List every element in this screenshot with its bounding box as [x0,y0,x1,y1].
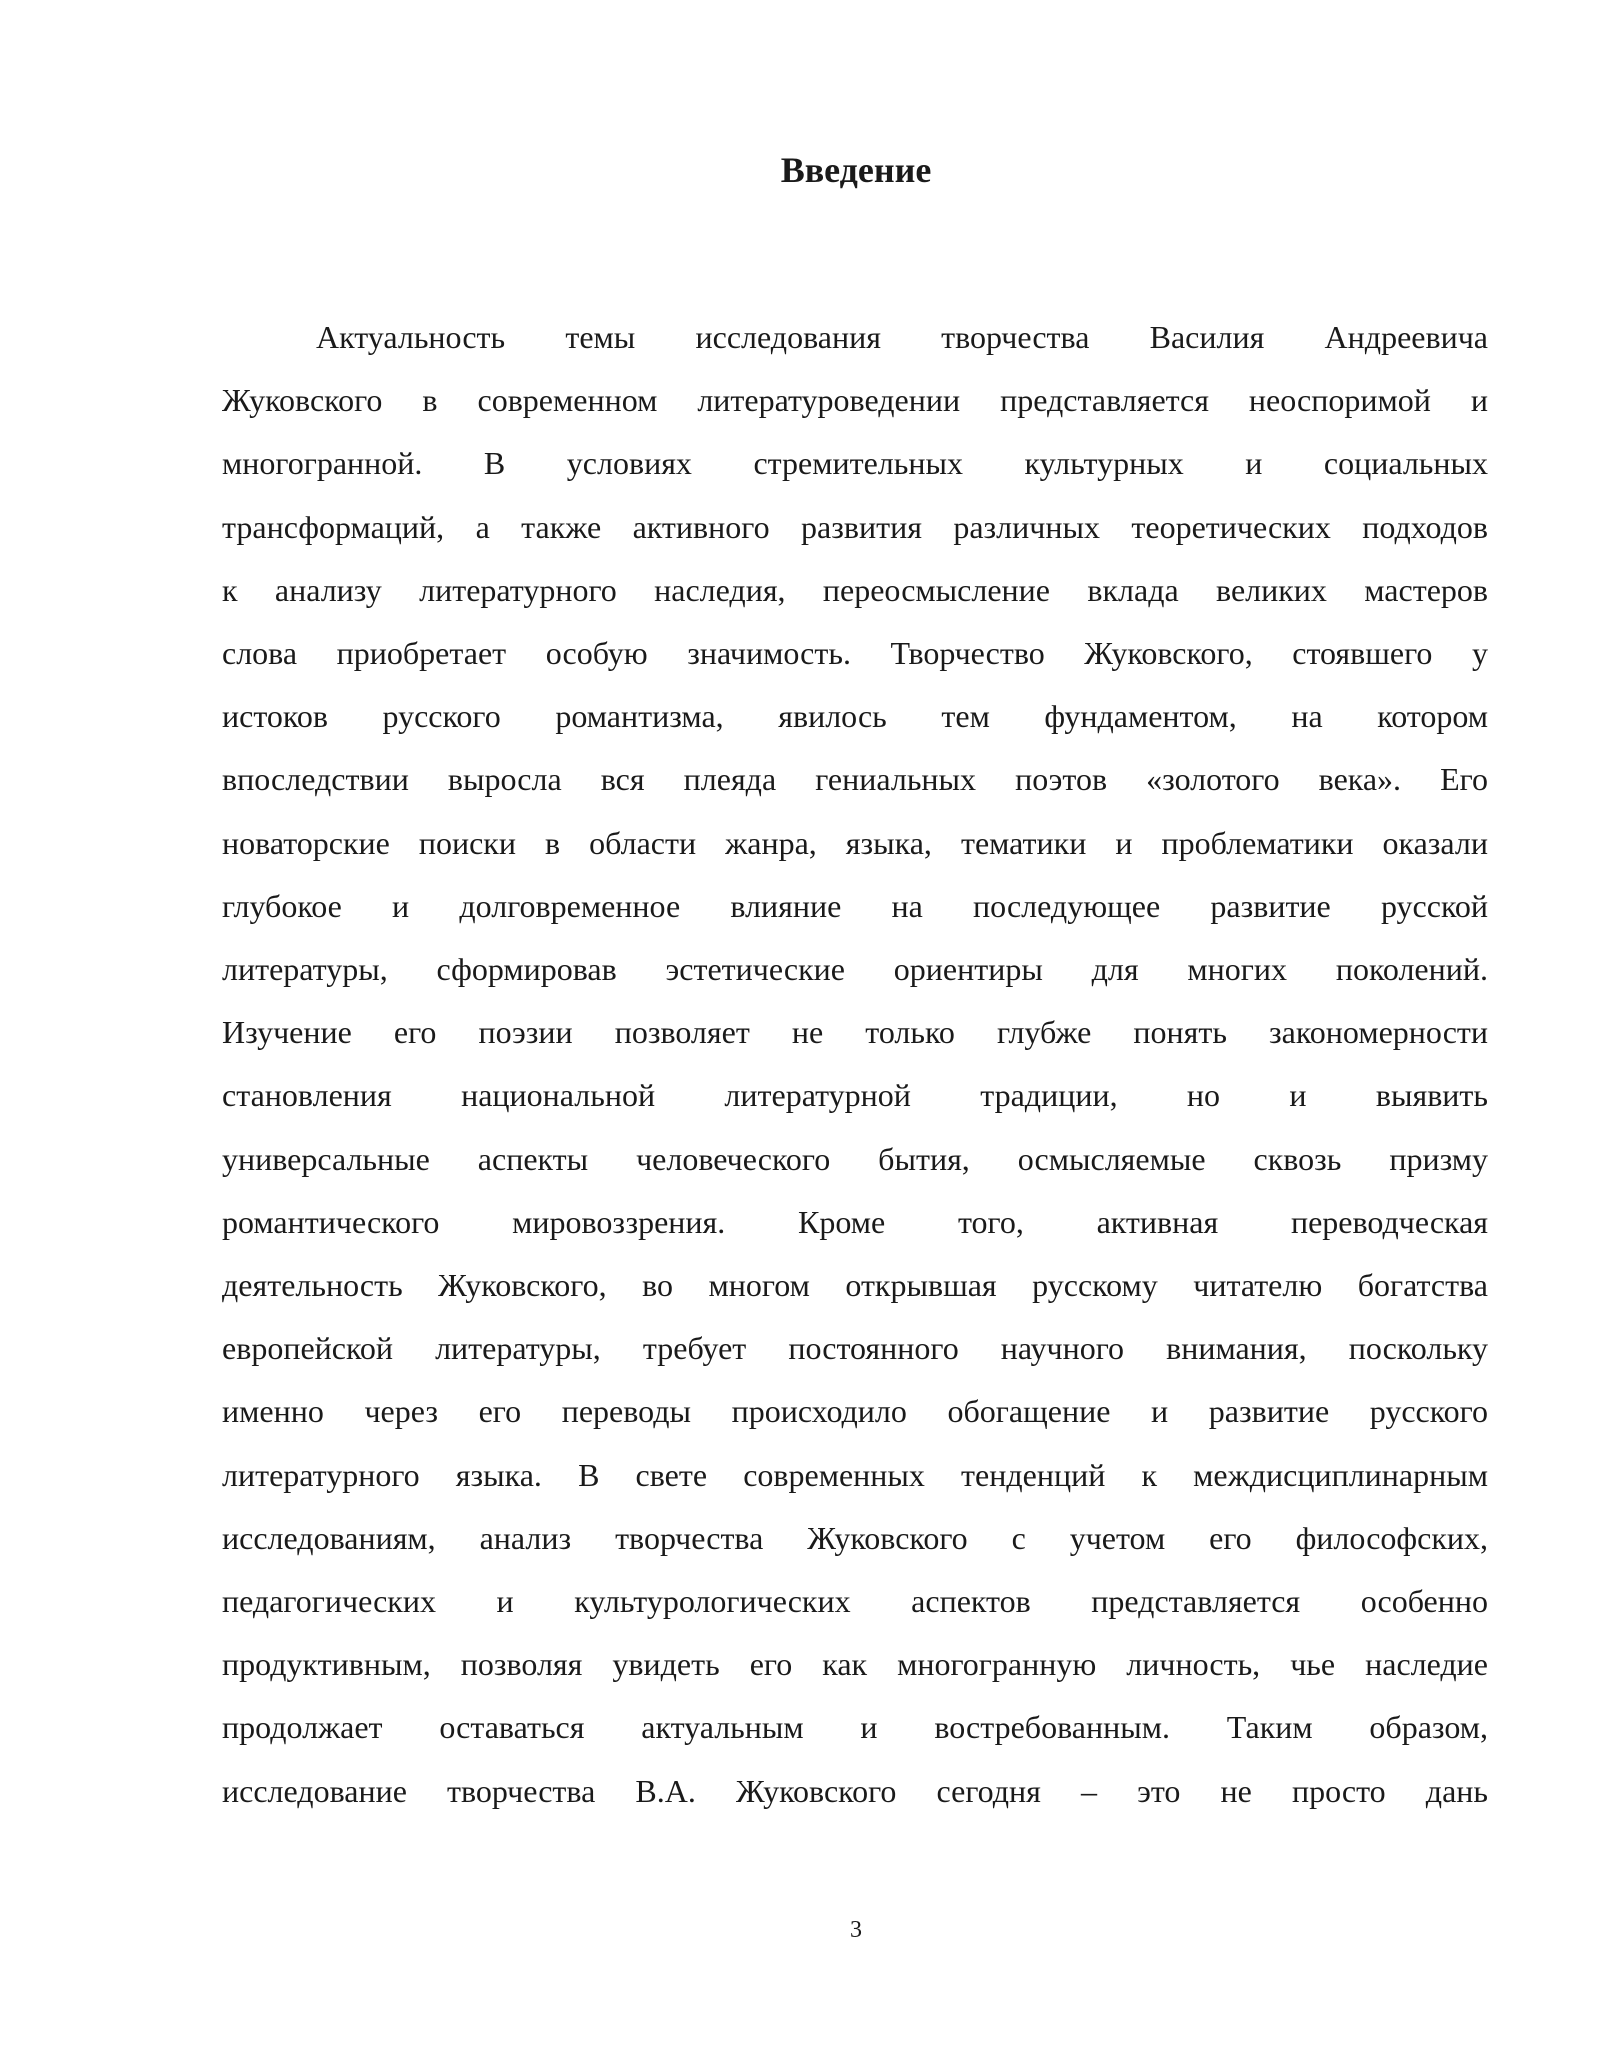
page-title: Введение [780,150,932,190]
paragraph-line: исследование творчества В.А. Жуковского сегодня – это не просто дань [222,1772,1488,1809]
paragraph-line: трансформаций, а также активного развития различных теоретических подходов [222,508,1488,545]
paragraph-line: Изучение его поэзии позволяет не только глубже понять закономерности [222,1014,1488,1051]
paragraph-line: многогранной. В условиях стремительных культурных и социальных [222,445,1488,482]
paragraph-line: продуктивным, позволяя увидеть его как многогранную личность, чье наследие [222,1646,1488,1683]
page-number: 3 [850,1917,862,1943]
paragraph-line: истоков русского романтизма, явилось тем фундаментом, на котором [222,698,1488,735]
paragraph-line: слова приобретает особую значимость. Творчество Жуковского, стоявшего у [222,635,1488,672]
paragraph-line: романтического мировоззрения. Кроме того, активная переводческая [222,1203,1488,1240]
paragraph-line: исследованиям, анализ творчества Жуковского с учетом его философских, [222,1519,1488,1556]
paragraph-line: к анализу литературного наследия, переосмысление вклада великих мастеров [222,571,1488,608]
paragraph-line: становления национальной литературной традиции, но и выявить [222,1077,1488,1114]
paragraph-line: деятельность Жуковского, во многом открывшая русскому читателю богатства [222,1267,1488,1304]
paragraph-line: новаторские поиски в области жанра, языка, тематики и проблематики оказали [222,824,1488,861]
paragraph-line: литературы, сформировав эстетические ориентиры для многих поколений. [222,951,1488,988]
paragraph-line: Жуковского в современном литературоведении представляется неоспоримой и [222,382,1488,419]
paragraph-line: литературного языка. В свете современных тенденций к междисциплинарным [222,1456,1488,1493]
paragraph-line: глубокое и долговременное влияние на последующее развитие русской [222,887,1488,924]
paragraph-line: именно через его переводы происходило обогащение и развитие русского [222,1393,1488,1430]
paragraph-line: Актуальность темы исследования творчества Василия Андреевича [316,319,1488,355]
paragraph-line: европейской литературы, требует постоянного научного внимания, поскольку [222,1330,1488,1367]
body-paragraph [222,306,1488,1823]
paragraph-line: педагогических и культурологических аспектов представляется особенно [222,1583,1488,1620]
paragraph-line: впоследствии выросла вся плеяда гениальных поэтов «золотого века». Его [222,761,1488,798]
paragraph-line: продолжает оставаться актуальным и востребованным. Таким образом, [222,1709,1488,1746]
paragraph-line: универсальные аспекты человеческого бытия, осмысляемые сквозь призму [222,1140,1488,1177]
